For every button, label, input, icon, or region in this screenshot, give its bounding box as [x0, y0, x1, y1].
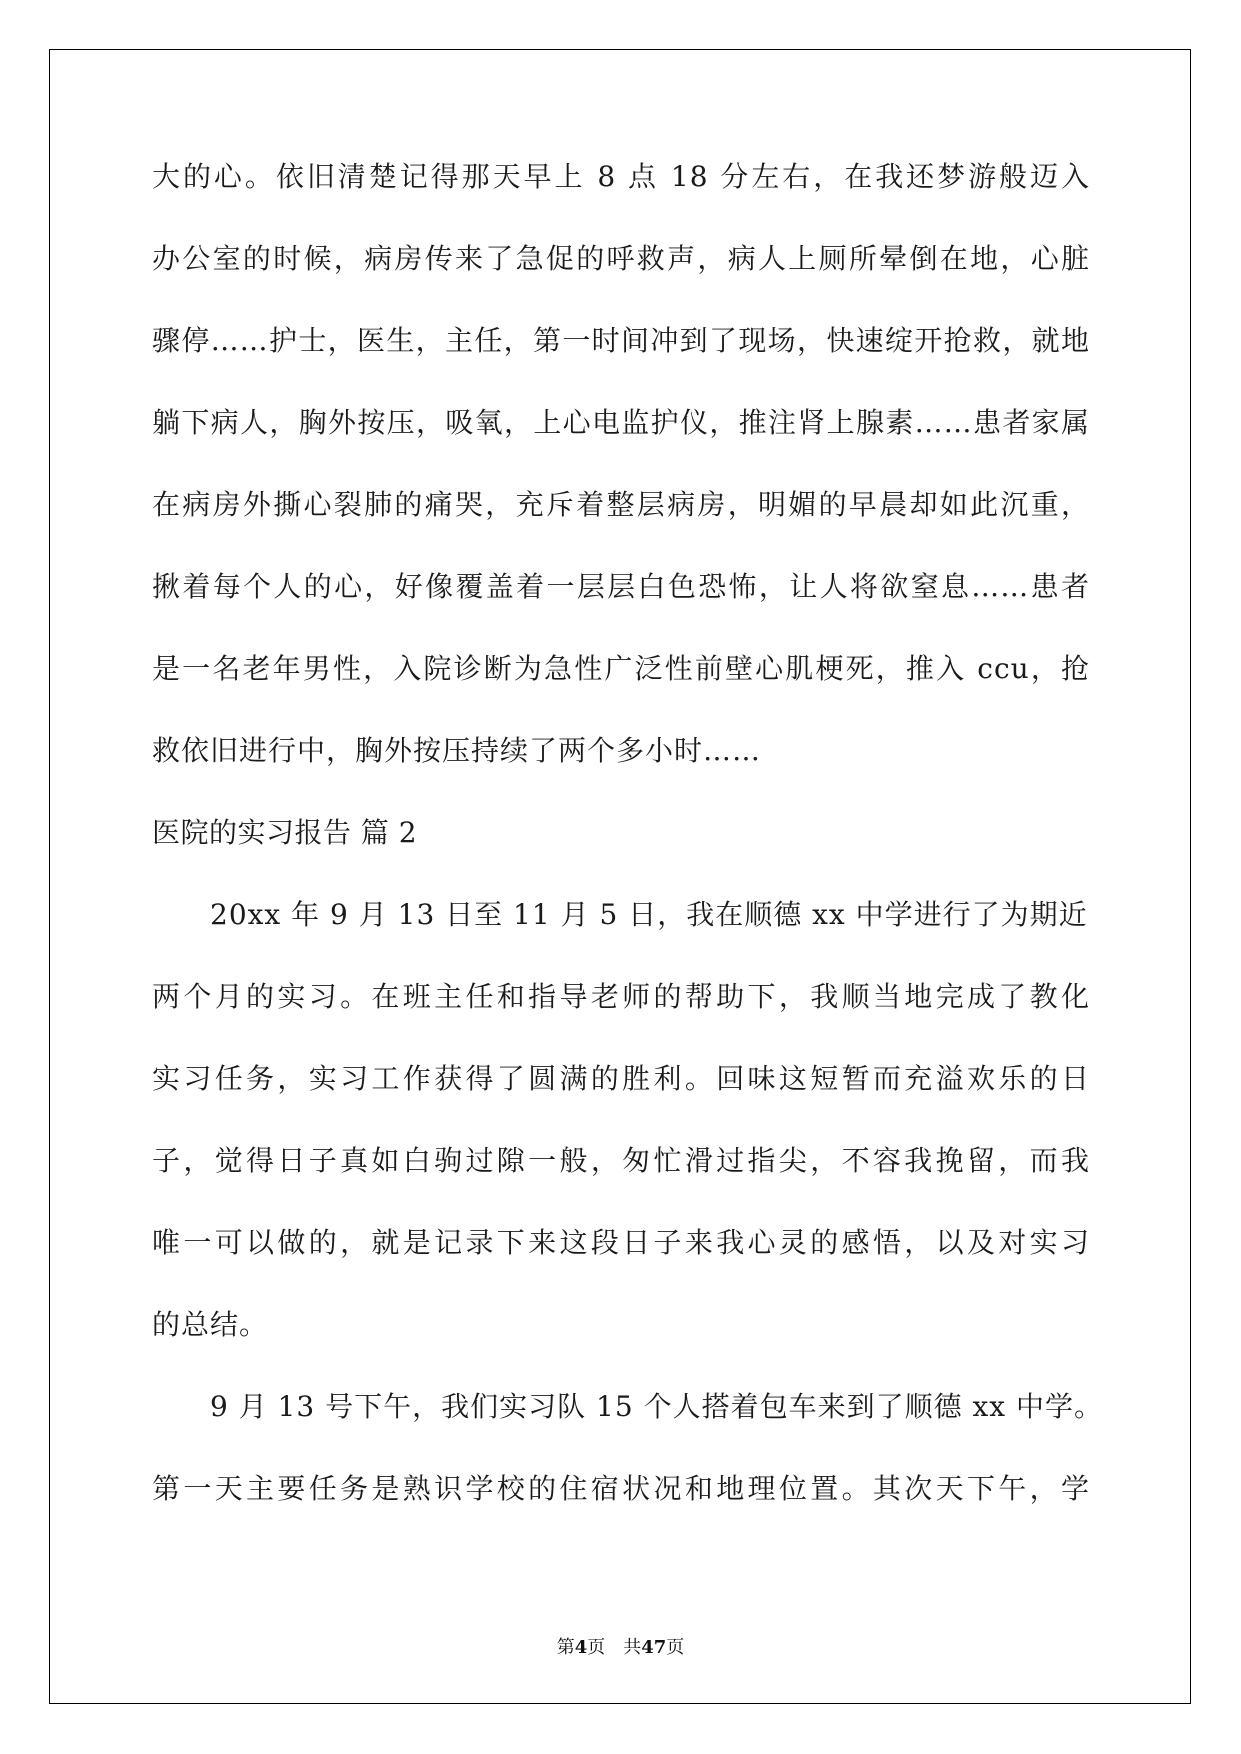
text-line: 救依旧进行中，胸外按压持续了两个多小时……: [152, 734, 762, 767]
text-line: 子，觉得日子真如白驹过隙一般，匆忙滑过指尖，不容我挽留，而我: [152, 1144, 1090, 1177]
text-line: 大的心。依旧清楚记得那天早上 8 点 18 分左右，在我还梦游般迈入: [152, 160, 1090, 193]
text-line: 两个月的实习。在班主任和指导老师的帮助下，我顺当地完成了教化: [152, 980, 1090, 1013]
total-suffix: 页: [666, 1637, 685, 1658]
text-line: 第一天主要任务是熟识学校的住宿状况和地理位置。其次天下午，学: [152, 1472, 1090, 1505]
text-line: 骤停……护士，医生，主任，第一时间冲到了现场，快速绽开抢救，就地: [152, 324, 1090, 357]
total-prefix: 共: [623, 1637, 642, 1658]
page-number: 4: [574, 1637, 588, 1658]
text-line: 在病房外撕心裂肺的痛哭，充斥着整层病房，明媚的早晨却如此沉重，: [152, 488, 1090, 521]
paragraph-first-line: 9 月 13 号下午，我们实习队 15 个人搭着包车来到了顺德 xx 中学。: [210, 1390, 1103, 1423]
text-line: 唯一可以做的，就是记录下来这段日子来我心灵的感悟，以及对实习: [152, 1226, 1090, 1259]
text-line: 实习任务，实习工作获得了圆满的胜利。回味这短暂而充溢欢乐的日: [152, 1062, 1090, 1095]
text-line: 办公室的时候，病房传来了急促的呼救声，病人上厕所晕倒在地，心脏: [152, 242, 1090, 275]
page-suffix: 页: [587, 1637, 606, 1658]
text-line: 的总结。: [152, 1308, 269, 1341]
section-heading: 医院的实习报告 篇 2: [152, 816, 418, 849]
page-footer: [0, 1633, 1241, 1659]
total-pages: 47: [641, 1637, 667, 1658]
paragraph-first-line: 20xx 年 9 月 13 日至 11 月 5 日，我在顺德 xx 中学进行了为期近: [210, 898, 1088, 931]
document-body: [152, 157, 1103, 1551]
text-line: 揪着每个人的心，好像覆盖着一层层白色恐怖，让人将欲窒息……患者: [152, 570, 1090, 603]
text-line: 躺下病人，胸外按压，吸氧，上心电监护仪，推注肾上腺素……患者家属: [152, 406, 1090, 439]
page-prefix: 第: [556, 1637, 575, 1658]
text-line: 是一名老年男性，入院诊断为急性广泛性前壁心肌梗死，推入 ccu，抢: [152, 652, 1090, 685]
